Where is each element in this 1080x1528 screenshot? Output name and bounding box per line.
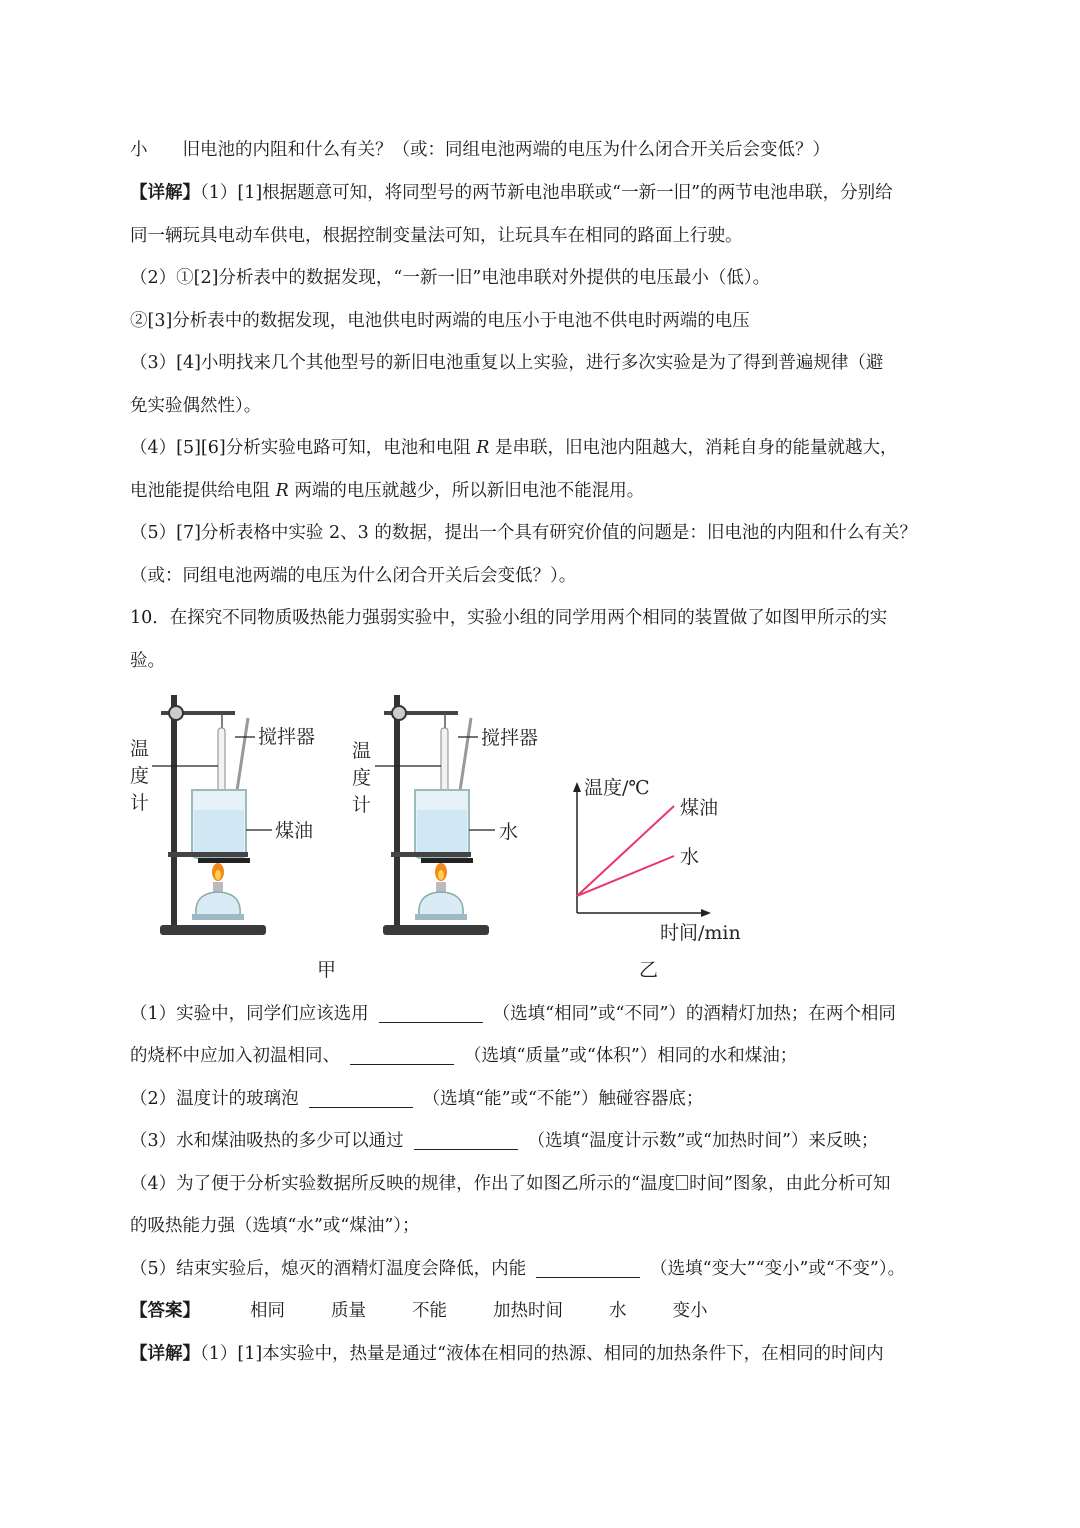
missing-glyph-box xyxy=(676,1175,688,1190)
question-5: （5）结束实验后，熄灭的酒精灯温度会降低，内能 （选填“变大”“变小”或“不变”）。 xyxy=(130,1259,906,1279)
text-line-9: 电池能提供给电阻 R 两端的电压就越少，所以新旧电池不能混用。 xyxy=(130,481,645,501)
answer-item-6: 变小 xyxy=(672,1301,708,1321)
answer-blank-6[interactable] xyxy=(536,1259,640,1278)
kerosene-label: 煤油 xyxy=(275,820,314,842)
answer-item-1: 相同 xyxy=(250,1301,285,1321)
graph-series-water: 水 xyxy=(680,846,700,868)
question-10-stem-cont: 验。 xyxy=(130,651,165,671)
text-line-2: 【详解】（1）[1]根据题意可知，将同型号的两节新电池串联或“一新一旧”的两节电池串联，分别给 xyxy=(130,183,893,203)
water-label: 水 xyxy=(499,821,519,843)
text-line-4: （2）①[2]分析表中的数据发现，“一新一旧”电池串联对外提供的电压最小（低）。 xyxy=(130,268,771,288)
answer-line xyxy=(130,1299,754,1323)
caption-jia: 甲 xyxy=(317,959,337,981)
graph-ylabel: 温度/℃ xyxy=(584,777,650,799)
answer-label: 【答案】 xyxy=(130,1301,200,1321)
apparatus-kerosene xyxy=(152,695,272,935)
stirrer-label-left: 搅拌器 xyxy=(258,726,316,748)
question-4-line-2: 的吸热能力强（选填“水”或“煤油”）； xyxy=(130,1216,420,1236)
text-line-10: （5）[7]分析表格中实验 2、3 的数据，提出一个具有研究价值的问题是：旧电池的内阻和什么有关？ xyxy=(130,523,917,543)
water-line xyxy=(577,856,674,896)
question-4-line-1: （4）为了便于分析实验数据所反映的规律，作出了如图乙所示的“温度 时间”图象，由此分析可知 xyxy=(130,1174,891,1194)
question-10-stem: 10．在探究不同物质吸热能力强弱实验中，实验小组的同学用两个相同的装置做了如图甲所示的实 xyxy=(130,608,888,628)
answer-blank-4[interactable] xyxy=(414,1131,518,1150)
caption-yi: 乙 xyxy=(639,959,659,981)
question-2: （2）温度计的玻璃泡 （选填“能”或“不能”）触碰容器底； xyxy=(130,1089,704,1109)
text-line-6: （3）[4]小明找来几个其他型号的新旧电池重复以上实验，进行多次实验是为了得到普遍规律（避 xyxy=(130,353,884,373)
answer-item-5: 水 xyxy=(609,1301,627,1321)
thermometer-label-left: 温度计 xyxy=(130,738,150,814)
question-1-line-2: 的烧杯中应加入初温相同、 （选填“质量”或“体积”）相同的水和煤油； xyxy=(130,1046,798,1066)
kerosene-line xyxy=(577,806,674,896)
detail-label: 【详解】 xyxy=(130,183,200,203)
graph-series-kerosene: 煤油 xyxy=(680,797,719,819)
answer-item-4: 加热时间 xyxy=(493,1301,563,1321)
detail-label-2: 【详解】 xyxy=(130,1344,200,1364)
question-1-line-1: （1）实验中，同学们应该选用 （选填“相同”或“不同”）的酒精灯加热；在两个相同 xyxy=(130,1004,896,1024)
stirrer-label-right: 搅拌器 xyxy=(481,727,539,749)
text-line-5: ②[3]分析表中的数据发现，电池供电时两端的电压小于电池不供电时两端的电压 xyxy=(130,311,750,331)
apparatus-water xyxy=(375,695,495,935)
text-line-11: （或：同组电池两端的电压为什么闭合开关后会变低？）。 xyxy=(130,566,577,586)
answer-blank-3[interactable] xyxy=(309,1089,413,1108)
answer-blank-1[interactable] xyxy=(379,1004,483,1023)
detail-line: 【详解】（1）[1]本实验中，热量是通过“液体在相同的热源、相同的加热条件下，在相同的时间内 xyxy=(130,1344,884,1364)
answer-item-3: 不能 xyxy=(412,1301,447,1321)
thermometer-label-right: 温度计 xyxy=(352,740,372,816)
answer-item-2: 质量 xyxy=(331,1301,366,1321)
text-line-8: （4）[5][6]分析实验电路可知，电池和电阻 R 是串联，旧电池内阻越大，消耗自身的能量就越大， xyxy=(130,438,898,458)
text-line-7: 免实验偶然性）。 xyxy=(130,396,262,416)
text-line-3: 同一辆玩具电动车供电，根据控制变量法可知，让玩具车在相同的路面上行驶。 xyxy=(130,226,743,246)
question-3: （3）水和煤油吸热的多少可以通过 （选填“温度计示数”或“加热时间”）来反映； xyxy=(130,1131,879,1151)
graph-xlabel: 时间/min xyxy=(660,922,741,944)
text-line-1: 小 旧电池的内阻和什么有关？（或：同组电池两端的电压为什么闭合开关后会变低？） xyxy=(130,140,830,160)
answer-blank-2[interactable] xyxy=(350,1046,454,1065)
